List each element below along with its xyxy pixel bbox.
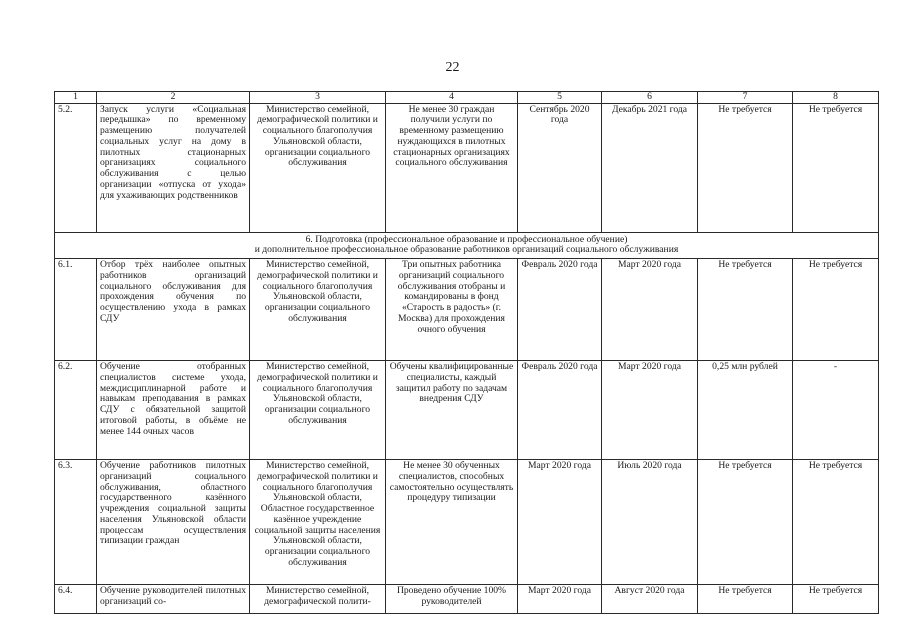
executor: Министерство семейной, демографической политики и социального благополучия Ульяновской области, организации социального обслуживания xyxy=(250,259,386,361)
end-date: Август 2020 года xyxy=(602,585,698,614)
table-row xyxy=(55,585,879,614)
end-date: Март 2020 года xyxy=(602,259,698,361)
activity-name: Обучение руководителей пилотных организаций со- xyxy=(97,585,250,614)
start-date: Февраль 2020 года xyxy=(518,259,602,361)
funding-extra: Не требуется xyxy=(793,460,879,585)
expected-result: Не менее 30 обученных специалистов, способных самостоятельно осуществлять процедуру типизации xyxy=(386,460,518,585)
end-date: Март 2020 года xyxy=(602,361,698,460)
column-number-row xyxy=(55,92,879,104)
table-row xyxy=(55,460,879,585)
start-date: Сентябрь 2020 года xyxy=(518,103,602,232)
end-date: Декабрь 2021 года xyxy=(602,103,698,232)
expected-result: Обучены квалифицированные специалисты, каждый защитил работу по задачам внедрения СДУ xyxy=(386,361,518,460)
column-number: 8 xyxy=(793,92,879,104)
start-date: Март 2020 года xyxy=(518,460,602,585)
executor: Министерство семейной, демографической политики и социального благополучия Ульяновской области, Областное государственное казённое учреждение социальной защиты населения Ульяновской области, организации социального обслуживания xyxy=(250,460,386,585)
start-date: Март 2020 года xyxy=(518,585,602,614)
activity-name: Запуск услуги «Социальная передышка» по временному размещению получателей социальных услуг на дому в пилотных стационарных организациях социального обслуживания с целью организации «отпуска от ухода» для ухаживающих родственников xyxy=(97,103,250,232)
end-date: Июль 2020 года xyxy=(602,460,698,585)
funding-extra: Не требуется xyxy=(793,585,879,614)
funding-extra: - xyxy=(793,361,879,460)
expected-result: Три опытных работника организаций социального обслуживания отобраны и командированы в фонд «Старость в радость» (г. Москва) для прохождения очного обучения xyxy=(386,259,518,361)
column-number: 2 xyxy=(97,92,250,104)
table-row xyxy=(55,103,879,232)
action-plan-table xyxy=(54,91,879,614)
executor: Министерство семейной, демографической политики и социального благополучия Ульяновской области, организации социального обслуживания xyxy=(250,361,386,460)
section-heading-row xyxy=(55,232,879,258)
column-number: 1 xyxy=(55,92,97,104)
funding: Не требуется xyxy=(698,585,793,614)
funding-extra: Не требуется xyxy=(793,259,879,361)
executor: Министерство семейной, демографической политики и социального благополучия Ульяновской области, организации социального обслуживания xyxy=(250,103,386,232)
activity-name: Обучение отобранных специалистов системе ухода, междисциплинарной работе и навыкам преподавания в рамках СДУ с обязательной защитой итоговой работы, в объёме не менее 144 очных часов xyxy=(97,361,250,460)
expected-result: Проведено обучение 100% руководителей xyxy=(386,585,518,614)
funding: 0,25 млн рублей xyxy=(698,361,793,460)
row-number: 5.2. xyxy=(55,103,97,232)
row-number: 6.3. xyxy=(55,460,97,585)
funding-extra: Не требуется xyxy=(793,103,879,232)
activity-name: Отбор трёх наиболее опытных работников организаций социального обслуживания для прохождения обучения по осуществлению ухода в рамках СДУ xyxy=(97,259,250,361)
page-number: 22 xyxy=(445,60,460,75)
column-number: 5 xyxy=(518,92,602,104)
funding: Не требуется xyxy=(698,460,793,585)
column-number: 7 xyxy=(698,92,793,104)
table-row xyxy=(55,361,879,460)
funding: Не требуется xyxy=(698,103,793,232)
column-number: 4 xyxy=(386,92,518,104)
column-number: 6 xyxy=(602,92,698,104)
row-number: 6.1. xyxy=(55,259,97,361)
executor: Министерство семейной, демографической полити- xyxy=(250,585,386,614)
expected-result: Не менее 30 граждан получили услуги по временному размещению нуждающихся в пилотных стационарных организациях социального обслуживания xyxy=(386,103,518,232)
section-heading-line-2: и дополнительное профессиональное образование работников организаций социального обслуживания xyxy=(254,244,679,256)
section-heading xyxy=(55,232,879,258)
start-date: Февраль 2020 года xyxy=(518,361,602,460)
row-number: 6.2. xyxy=(55,361,97,460)
row-number: 6.4. xyxy=(55,585,97,614)
column-number: 3 xyxy=(250,92,386,104)
activity-name: Обучение работников пилотных организаций социального обслуживания, областного государственного казённого учреждения социальной защиты населения Ульяновской области процессам осуществления типизации граждан xyxy=(97,460,250,585)
section-heading-line-1: 6. Подготовка (профессиональное образование и профессиональное обучение) xyxy=(305,233,628,245)
funding: Не требуется xyxy=(698,259,793,361)
table-row xyxy=(55,259,879,361)
